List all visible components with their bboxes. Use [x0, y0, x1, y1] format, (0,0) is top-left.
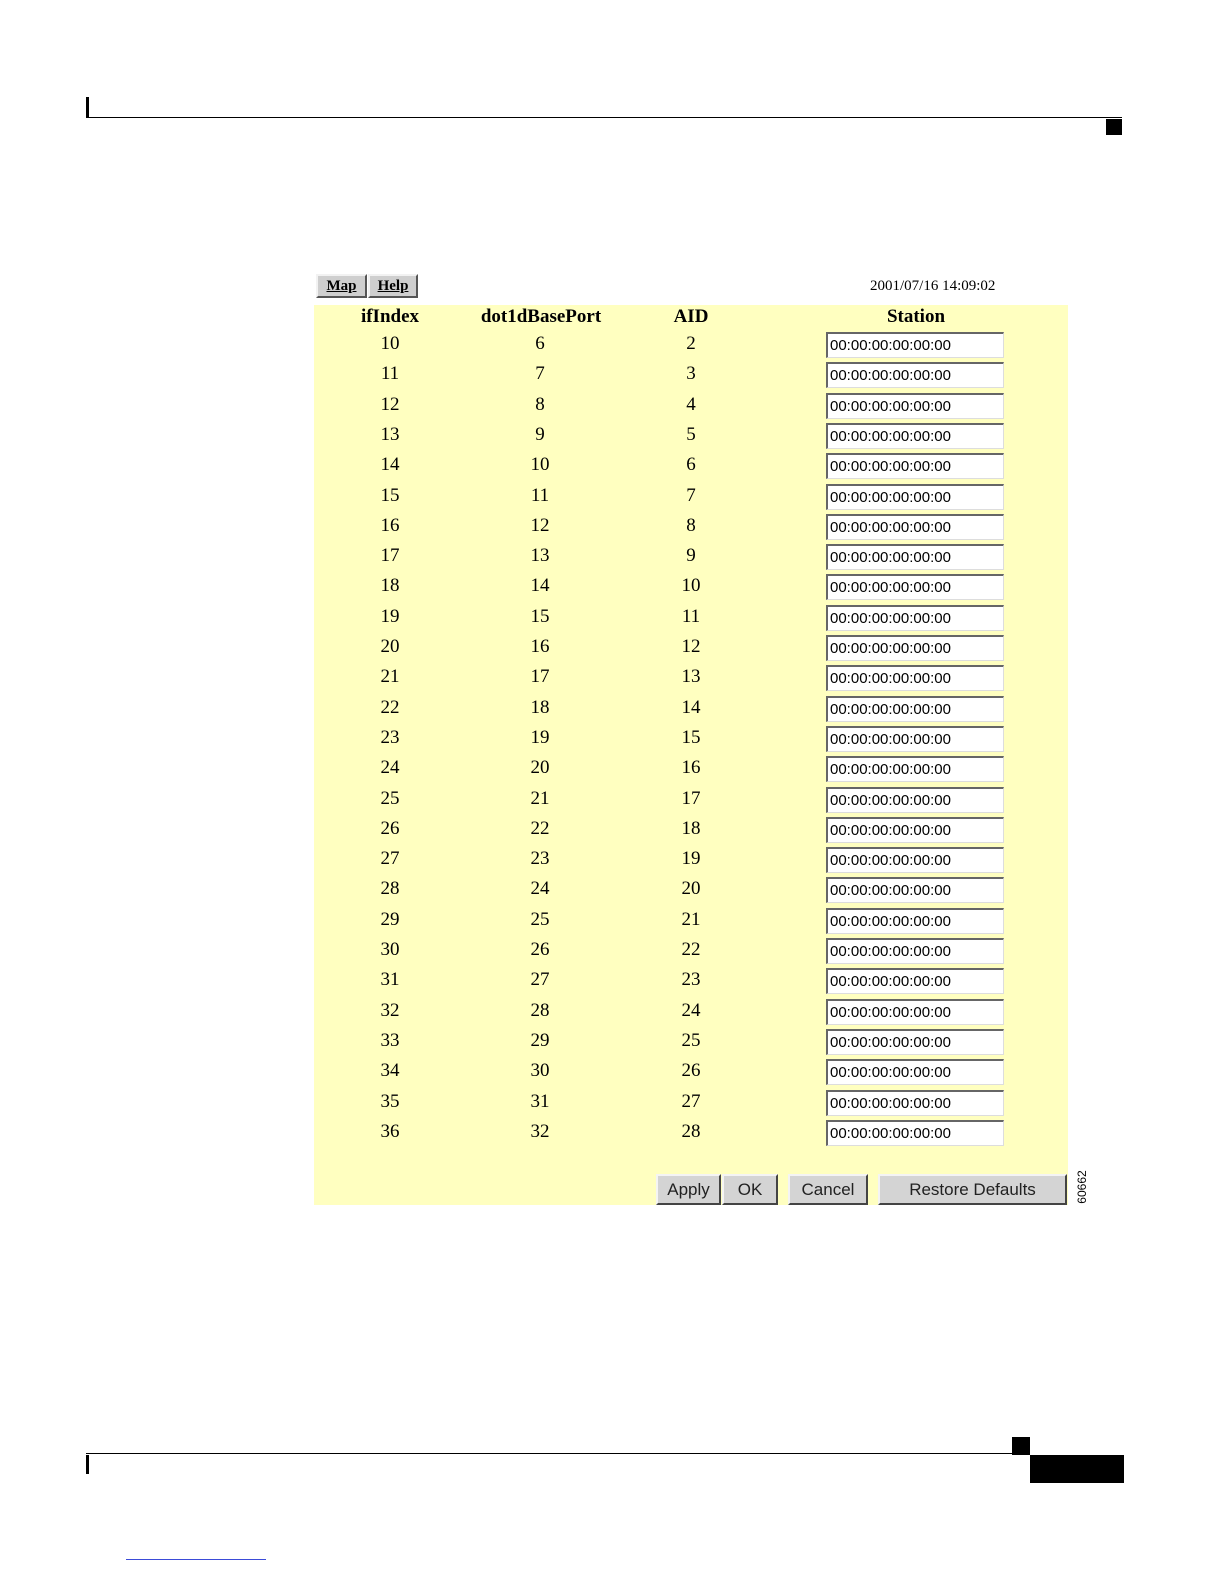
table-row: [314, 391, 1068, 421]
table-row: [314, 936, 1068, 966]
ifindex-cell: 23: [380, 726, 400, 748]
footer-rule-tick: [86, 1455, 89, 1474]
ifindex-cell: 35: [380, 1090, 400, 1112]
station-input[interactable]: [826, 362, 1004, 388]
table-row: [314, 603, 1068, 633]
aid-cell: 18: [681, 817, 701, 839]
table-row: [314, 360, 1068, 390]
aid-cell: 8: [686, 514, 696, 536]
ifindex-cell: 31: [380, 969, 400, 991]
table-row: [314, 1088, 1068, 1118]
ifindex-cell: 27: [380, 848, 400, 870]
aid-cell: 25: [681, 1029, 701, 1051]
ifindex-cell: 24: [380, 757, 400, 779]
ifindex-cell: 22: [380, 696, 400, 718]
table-row: [314, 754, 1068, 784]
ifindex-cell: 29: [380, 908, 400, 930]
table-row: [314, 997, 1068, 1027]
dot1dbaseport-cell: 28: [530, 999, 550, 1021]
ifindex-cell: 16: [380, 514, 400, 536]
table-row: [314, 875, 1068, 905]
header-square-marker: [1106, 119, 1122, 135]
station-table-panel: [314, 305, 1068, 1205]
dot1dbaseport-cell: 9: [535, 423, 545, 445]
aid-cell: 13: [681, 666, 701, 688]
timestamp: 2001/07/16 14:09:02: [870, 278, 996, 294]
table-row: [314, 1118, 1068, 1148]
dot1dbaseport-cell: 24: [530, 878, 550, 900]
aid-cell: 26: [681, 1060, 701, 1082]
station-input[interactable]: [826, 968, 1004, 994]
aid-cell: 23: [681, 969, 701, 991]
table-row: [314, 330, 1068, 360]
aid-cell: 14: [681, 696, 701, 718]
column-header-station: Station: [886, 306, 946, 327]
aid-cell: 11: [681, 605, 701, 627]
table-row: [314, 1027, 1068, 1057]
dot1dbaseport-cell: 14: [530, 575, 550, 597]
aid-cell: 4: [686, 393, 696, 415]
figure-id: 60662: [1075, 1170, 1089, 1204]
table-row: [314, 724, 1068, 754]
ifindex-cell: 11: [380, 363, 400, 385]
aid-cell: 20: [681, 878, 701, 900]
dot1dbaseport-cell: 29: [530, 1029, 550, 1051]
ifindex-cell: 19: [380, 605, 400, 627]
ifindex-cell: 17: [380, 545, 400, 567]
table-row: [314, 1057, 1068, 1087]
station-input[interactable]: [826, 1029, 1004, 1055]
dot1dbaseport-cell: 22: [530, 817, 550, 839]
ifindex-cell: 15: [380, 484, 400, 506]
aid-cell: 22: [681, 939, 701, 960]
dot1dbaseport-cell: 20: [530, 757, 550, 779]
dot1dbaseport-cell: 6: [535, 333, 545, 354]
dot1dbaseport-cell: 27: [530, 969, 550, 991]
aid-cell: 15: [681, 726, 701, 748]
column-header-dot1dbaseport: dot1dBasePort: [480, 306, 602, 327]
footer-link-underline: [126, 1559, 266, 1560]
dot1dbaseport-cell: 19: [530, 726, 550, 748]
ifindex-cell: 28: [380, 878, 400, 900]
station-input[interactable]: [826, 574, 1004, 600]
footer-rule: [86, 1453, 1030, 1454]
footer-page-bar: [1030, 1455, 1124, 1483]
station-input[interactable]: [826, 1120, 1004, 1146]
aid-cell: 21: [681, 908, 701, 930]
aid-cell: 28: [681, 1120, 701, 1142]
ifindex-cell: 12: [380, 393, 400, 415]
station-input[interactable]: [826, 999, 1004, 1025]
station-input[interactable]: [826, 908, 1004, 934]
table-row: [314, 421, 1068, 451]
cancel-button[interactable]: Cancel: [788, 1174, 868, 1205]
help-button[interactable]: Help: [368, 274, 418, 298]
ifindex-cell: 36: [380, 1120, 400, 1142]
ifindex-cell: 26: [380, 817, 400, 839]
column-header-aid: AID: [673, 306, 709, 327]
station-input[interactable]: [826, 938, 1004, 964]
dot1dbaseport-cell: 8: [535, 393, 545, 415]
station-input[interactable]: [826, 817, 1004, 843]
dot1dbaseport-cell: 23: [530, 848, 550, 870]
table-row: [314, 512, 1068, 542]
restore-defaults-button[interactable]: Restore Defaults: [878, 1174, 1067, 1205]
header-rule: [86, 117, 1122, 118]
dot1dbaseport-cell: 30: [530, 1060, 550, 1082]
map-button[interactable]: Map: [316, 274, 367, 298]
ifindex-cell: 33: [380, 1029, 400, 1051]
dot1dbaseport-cell: 25: [530, 908, 550, 930]
station-input[interactable]: [826, 696, 1004, 722]
table-row: [314, 694, 1068, 724]
aid-cell: 24: [681, 999, 701, 1021]
aid-cell: 5: [686, 423, 696, 445]
aid-cell: 6: [686, 454, 696, 476]
table-row: [314, 633, 1068, 663]
dot1dbaseport-cell: 21: [530, 787, 550, 809]
station-input[interactable]: [826, 393, 1004, 419]
header-rule-tick: [86, 97, 89, 118]
ifindex-cell: 13: [380, 423, 400, 445]
table-row: [314, 482, 1068, 512]
aid-cell: 3: [686, 363, 696, 385]
ok-button[interactable]: OK: [722, 1174, 778, 1205]
column-header-ifindex: ifIndex: [360, 306, 420, 327]
station-input[interactable]: [826, 332, 1004, 358]
table-row: [314, 451, 1068, 481]
dot1dbaseport-cell: 16: [530, 636, 550, 657]
station-input[interactable]: [826, 423, 1004, 449]
dot1dbaseport-cell: 10: [530, 454, 550, 476]
station-input[interactable]: [826, 484, 1004, 510]
ifindex-cell: 25: [380, 787, 400, 809]
aid-cell: 27: [681, 1090, 701, 1112]
aid-cell: 19: [681, 848, 701, 870]
table-row: [314, 906, 1068, 936]
aid-cell: 2: [686, 333, 696, 354]
station-input[interactable]: [826, 787, 1004, 813]
table-row: [314, 663, 1068, 693]
dot1dbaseport-cell: 26: [530, 939, 550, 960]
station-input[interactable]: [826, 514, 1004, 540]
aid-cell: 7: [686, 484, 696, 506]
station-input[interactable]: [826, 726, 1004, 752]
dot1dbaseport-cell: 17: [530, 666, 550, 688]
table-row: [314, 785, 1068, 815]
ifindex-cell: 18: [380, 575, 400, 597]
station-input[interactable]: [826, 544, 1004, 570]
ifindex-cell: 34: [380, 1060, 400, 1082]
dot1dbaseport-cell: 12: [530, 514, 550, 536]
aid-cell: 12: [681, 636, 701, 657]
station-input[interactable]: [826, 877, 1004, 903]
dot1dbaseport-cell: 31: [530, 1090, 550, 1112]
ifindex-cell: 14: [380, 454, 400, 476]
dot1dbaseport-cell: 11: [530, 484, 550, 506]
aid-cell: 17: [681, 787, 701, 809]
ifindex-cell: 30: [380, 939, 400, 960]
ifindex-cell: 10: [380, 333, 400, 354]
dot1dbaseport-cell: 13: [530, 545, 550, 567]
aid-cell: 16: [681, 757, 701, 779]
table-row: [314, 572, 1068, 602]
station-input[interactable]: [826, 1059, 1004, 1085]
table-row: [314, 542, 1068, 572]
aid-cell: 10: [681, 575, 701, 597]
dot1dbaseport-cell: 32: [530, 1120, 550, 1142]
table-row: [314, 845, 1068, 875]
aid-cell: 9: [686, 545, 696, 567]
station-input[interactable]: [826, 1090, 1004, 1116]
station-input[interactable]: [826, 635, 1004, 661]
station-input[interactable]: [826, 605, 1004, 631]
dot1dbaseport-cell: 7: [535, 363, 545, 385]
ifindex-cell: 20: [380, 636, 400, 657]
ifindex-cell: 32: [380, 999, 400, 1021]
dot1dbaseport-cell: 15: [530, 605, 550, 627]
station-input[interactable]: [826, 756, 1004, 782]
station-input[interactable]: [826, 665, 1004, 691]
station-input[interactable]: [826, 453, 1004, 479]
dot1dbaseport-cell: 18: [530, 696, 550, 718]
table-row: [314, 815, 1068, 845]
ifindex-cell: 21: [380, 666, 400, 688]
apply-button[interactable]: Apply: [656, 1174, 721, 1205]
station-input[interactable]: [826, 847, 1004, 873]
table-row: [314, 966, 1068, 996]
